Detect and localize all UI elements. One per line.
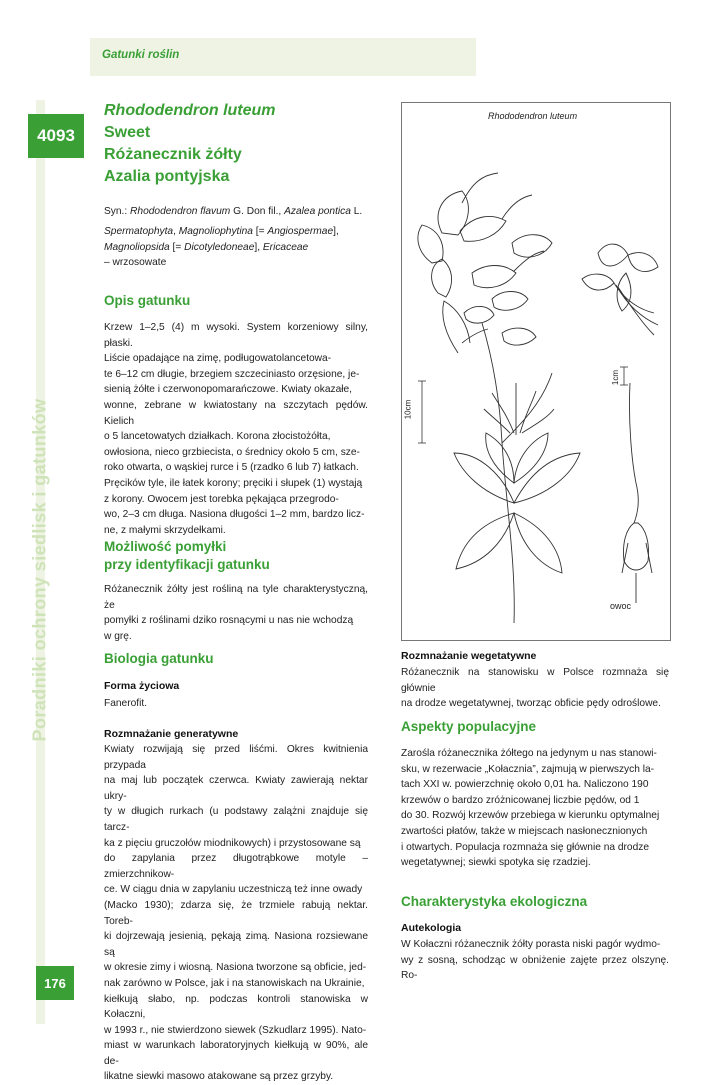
heading-opis: Opis gatunku [104, 293, 191, 308]
species-number-badge: 4093 [28, 114, 84, 158]
text-generatywne: Kwiaty rozwijają się przed liśćmi. Okres kwitnienia przypada na maj lub początek czerwca. Kwiaty zawierają nektar ukry- ty w długich rurkach (u podstawy zalążni znajduje się tarcz- ka z pięciu gruczołów miodnikowych) i przystosowane są do zapylania przez długotrąbkowe motyle – zmierzchnikow- ce. W ciągu dnia w zapylaniu uczestniczą też inne owady (Macko 1930); zdarza się, że trzmiele rabują nektar. Toreb- ki dojrzewają jesienią, pękają zimą. Nasiona rozsiewane są w okresie zimy i wiosną. Nasiona tworzone są obficie, jed- nak zarówno w Polsce, jak i na stanowiskach na Ukrainie, kiełkują słabo, np. podczas kontroli stanowiska w Kołaczni, w 1993 r., nie stwierdzono siewek (Szkudlarz 1995). Nato- miast w warunkach laboratoryjnych kiełkują w 90%, ale de- likatne siewki masowo atakowane są przez grzyby. [104, 744, 368, 1083]
subheading-generatywne: Rozmnażanie generatywne [104, 728, 239, 740]
fruit-label: owoc [610, 601, 632, 611]
text-aspekty: Zarośla różanecznika żółtego na jedynym u nas stanowi- sku, w rezerwacie „Kołacznia”, zajmują w pierwszych la- tach XXI w. powierzchnię około 0,01 ha. Naliczono 190 krzewów o bardzo zróżnicowanej liczbie pędów, od 1 do 30. Rozwój krzewów przebiega w kierunku optymalnej zwartości płatów, także w miejscach nasłonecznionych i otwartych. Populacja rozmnaża się głównie na drodze wegetatywnej; siewki spotyka się rzadziej. [401, 748, 660, 869]
heading-ekologia: Charakterystyka ekologiczna [401, 894, 588, 909]
title-block [104, 100, 394, 188]
text-ekologia: W Kołaczni różanecznik żółty porasta niski pagór wydmo- wy z sosną, schodząc w obniżenie zajęte przez olszynę. Ro- [401, 939, 669, 982]
series-title: Poradniki ochrony siedlisk i gatunków [29, 398, 50, 742]
heading-aspekty: Aspekty populacyjne [401, 719, 537, 734]
page-number: 176 [36, 966, 74, 1000]
subheading-autekologia: Autekologia [401, 922, 462, 934]
subheading-wegetatywne: Rozmnażanie wegetatywne [401, 650, 537, 662]
heading-biologia: Biologia gatunku [104, 651, 214, 666]
illustration-frame [401, 102, 671, 641]
subheading-forma: Forma życiowa [104, 680, 180, 692]
text-pomylki: Różanecznik żółty jest rośliną na tyle charakterystyczną, że pomyłki z roślinami dziko rosnącymi u nas nie wchodzą w grę. [104, 584, 368, 642]
scale-right-label: 1cm [611, 369, 621, 386]
taxonomy: Spermatophyta, Magnoliophytina [= Angiospermae], Magnoliopsida [= Dicotyledoneae], Ericaceae – wrzosowate [104, 226, 339, 269]
text-wegetatywne: Różanecznik na stanowisku w Polsce rozmnaża się głównie na drodze wegetatywnej, tworząc obficie pędy odroślowe. [401, 667, 669, 710]
text-opis: Krzew 1–2,5 (4) m wysoki. System korzeniowy silny, płaski. Liście opadające na zimę, podługowatolancetowa- te 6–12 cm długie, brzegiem szczeciniasto orzęsione, je- sienią żółte i czerwonopomarańczowe. Kwiaty okazałe, wonne, zebrane w kwiatostany na szczytach pędów. Kielich o 5 lancetowatych działkach. Korona złocistożółta, owłosiona, nieco grzbiecista, o średnicy około 5 cm, sze- roko otwarta, o wąskiej rurce i 5 (rzadko 6 lub 7) łatkach. Pręcików tyle, ile łatek korony; pręciki i słupek (1) wystają z korony. Owocem jest torebka pękająca przegrodo- wo, 2–3 cm długa. Nasiona długości 1–2 mm, bardzo licz- ne, z małymi skrzydełkami. [104, 322, 368, 536]
synonyms: Syn.: Rhododendron flavum G. Don fil., Azalea pontica L. [104, 206, 363, 217]
title-latin: Rhododendron luteum [104, 102, 276, 119]
illustration-caption: Rhododendron luteum [488, 111, 578, 121]
title-polish-1: Różanecznik żółty [104, 146, 242, 163]
text-forma: Fanerofit. [104, 698, 148, 709]
header-band [90, 38, 476, 76]
heading-pomylki: Możliwość pomyłki przy identyfikacji gatunku [104, 539, 270, 572]
rhododendron-drawing [402, 103, 670, 640]
title-polish-2: Azalia pontyjska [104, 168, 230, 185]
scale-left-label: 10cm [403, 399, 413, 420]
header-category: Gatunki roślin [102, 49, 180, 61]
title-author: Sweet [104, 124, 151, 141]
